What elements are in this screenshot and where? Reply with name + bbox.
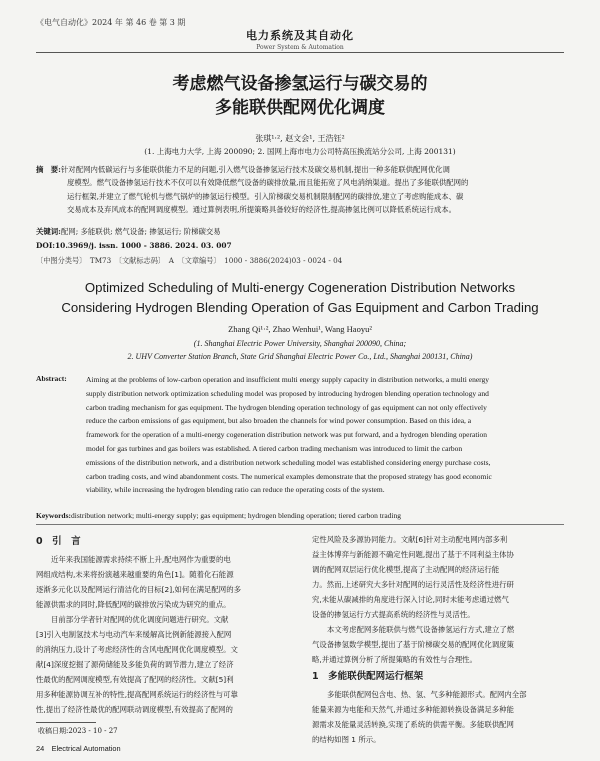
doi: DOI:10.3969/j. issn. 1000 - 3886. 2024. 03. 007 <box>36 241 232 250</box>
received-date: 收稿日期:2023 - 10 - 27 <box>38 727 118 735</box>
abstract-en-line: framework for the operation of a multi-energy cogeneration distribution network was put forward, and a hydrogen blending operation <box>86 430 487 440</box>
abstract-cn-label: 摘 要: <box>36 165 61 174</box>
body-column-left <box>36 532 288 717</box>
affiliation-cn: (1. 上海电力大学, 上海 200090; 2. 国网上海市电力公司特高压换流站分公司, 上海 200131) <box>144 147 456 156</box>
abstract-en-line: viability, while increasing the hydrogen blending ratio can reduce the operating costs of the system. <box>86 485 385 495</box>
keywords-rule <box>36 524 564 525</box>
paper-title-en <box>0 278 600 318</box>
body-line: 力。然而,上述研究大多针对配网的运行灵活性及经济性进行研 <box>312 580 514 589</box>
footnote-rule <box>36 722 96 723</box>
section-title-en: Power System & Automation <box>256 44 344 51</box>
abstract-en-line: Aiming at the problems of low-carbon operation and insufficient multi energy supply capacity in distribution networks, a multi energy <box>86 375 490 384</box>
body-line: 网组成结构,未来将扮演越来越重要的角色[1]。随着化石能源 <box>36 570 234 579</box>
body-line: 的消纳压力,设计了考虑经济性的含风电配网优化调度模型。文 <box>36 645 238 654</box>
authors-cn: 张琪¹·², 赵文会¹, 王浩钰² <box>255 134 345 143</box>
body-line: 气设备掺氢数学模型,提出了基于阶梯碳交易的配网优化调度策 <box>312 640 514 649</box>
keywords-en <box>36 511 564 520</box>
title-cn-line-2: 多能联供配网优化调度 <box>215 98 385 118</box>
body-line: 用多种能源协调互补的特性,提高配网系统运行的经济性与可靠 <box>36 690 238 699</box>
abstract-en <box>86 373 564 497</box>
body-line: [3]引入电制氢技术与电动汽车来缓解高比例新能源接入配网 <box>36 630 232 639</box>
abstract-en-line: carbon trading costs, and wind abandonment costs. The numerical examples demonstrate that the proposed strategy has good economic <box>86 471 492 481</box>
section-0-title: 0 引 言 <box>36 536 81 547</box>
abstract-cn-line-3: 运行框架,并建立了燃气轮机与燃气锅炉的掺氢运行模型。引入阶梯碳交易机制限制配网的碳排放,建立了考虑购能成本、碳 <box>67 191 464 201</box>
body-line: 性最优的配网调度模型,有效提高了配网的经济性。文献[5]利 <box>36 675 234 684</box>
body-line: 多能联供配网包含电、热、氢、气多种能源形式。配网内全部 <box>327 690 527 699</box>
keywords-cn-label: 关键词: <box>36 227 61 236</box>
body-line: 能量来源为电能和天然气,并通过多种能源转换设备满足多种能 <box>312 705 514 714</box>
abstract-en-line: carbon trading mechanism for gas equipment. The hydrogen blending operation technology of gas equipment can not only effectively <box>86 402 487 412</box>
keywords-cn-text: 配网; 多能联供; 燃气设备; 掺氢运行; 阶梯碳交易 <box>60 227 221 236</box>
affiliation-en-1: (1. Shanghai Electric Power University, Shanghai 200090, China; <box>193 339 407 348</box>
abstract-cn-line-2: 度模型。燃气设备掺氢运行技术不仅可以有效降低燃气设备的碳排放量,而且能拓宽了风电消纳渠道。提出了多能联供配网的 <box>67 178 469 188</box>
title-en-line-2: Considering Hydrogen Blending Operation of Gas Equipment and Carbon Trading <box>61 300 539 315</box>
keywords-cn <box>36 226 564 237</box>
body-line: 源需求及能量灵活转换,实现了系统的供需平衡。多能联供配网 <box>312 720 514 729</box>
section-1-title: 1 多能联供配网运行框架 <box>312 671 424 682</box>
abstract-cn-line-4: 交易成本及弃风成本的配网调度模型。通过算例表明,所提策略具备较好的经济性,提高掺氢比例可以降低系统运行成本。 <box>67 204 457 214</box>
section-header <box>0 27 600 51</box>
abstract-en-label: Abstract: <box>36 374 67 383</box>
body-line: 逐渐多元化以及配网运行清洁化的目标[2],如何在满足配网的多 <box>36 585 241 594</box>
header-rule <box>36 52 564 53</box>
title-cn-line-1: 考虑燃气设备掺氢运行与碳交易的 <box>172 74 428 94</box>
body-line: 究,未能从碳减排的角度进行深入讨论,同时未能考虑通过燃气 <box>312 595 509 604</box>
page-footer: 24 Electrical Automation <box>36 744 121 753</box>
body-column-right <box>312 532 564 747</box>
body-line: 调的配网双层运行优化模型,提高了主动配网的经济运行能 <box>312 565 500 574</box>
abstract-cn-line-1: 摘 要:针对配网内低碳运行与多能联供能力不足的问题,引入燃气设备掺氢运行技术及碳交易机制,提出一种多能联供配网优化调 <box>36 165 450 174</box>
abstract-en-line: model for gas turbines and gas boilers was established. A tiered carbon trading mechanism was introduced to limit the carbon <box>86 443 463 453</box>
authors-en: Zhang Qi¹·², Zhao Wenhui¹, Wang Haoyu² <box>228 324 372 334</box>
body-line: 的结构如图 1 所示。 <box>312 735 381 744</box>
abstract-en-line: emissions of the distribution network, and a distribution network scheduling model was established considering energy purchase costs, <box>86 457 491 467</box>
abstract-en-line: reduce the carbon emissions of gas equipment, but also broaden the channels for wind power consumption. Based on this idea, a <box>86 416 472 426</box>
keywords-en-label: Keywords: <box>36 511 71 520</box>
body-line: 能源供需求的同时,降低配网的碳排放污染成为研究的重点。 <box>36 600 231 609</box>
body-line: 目前部分学者针对配网的优化调度问题进行研究。文献 <box>51 615 229 624</box>
body-line: 定性风险及多源协同能力。文献[6]针对主动配电网内部多利 <box>312 535 508 544</box>
abstract-cn <box>36 163 564 216</box>
keywords-en-text: distribution network; multi-energy supply; gas equipment; hydrogen blending operation; tiered carbon trading <box>71 511 401 520</box>
body-line: 本文考虑配网多能联供与燃气设备掺氢运行方式,建立了燃 <box>327 625 515 634</box>
abstract-en-line: supply distribution network optimization scheduling model was proposed by introducing hydrogen blending operation technology and <box>86 388 489 398</box>
classification-line: 〔中图分类号〕 TM73 〔文献标志码〕 A 〔文章编号〕 1000 - 3886(2024)03 - 0024 - 04 <box>36 256 343 265</box>
body-line: 献[4]深度挖掘了源荷储能及多能负荷的调节潜力,建立了经济 <box>36 660 234 669</box>
title-en-line-1: Optimized Scheduling of Multi-energy Cogeneration Distribution Networks <box>84 280 516 295</box>
body-line: 益主体博弈与新能源不确定性问题,提出了基于不同利益主体协 <box>312 550 514 559</box>
section-title-cn: 电力系统及其自动化 <box>246 29 354 42</box>
body-line: 设备的掺氢运行方式提高系统的经济性与灵活性。 <box>312 610 475 619</box>
body-line: 近年来我国能源需求持续不断上升,配电网作为重要的电 <box>51 555 231 564</box>
paper-title-cn <box>0 72 600 120</box>
affiliation-en-2: 2. UHV Converter Station Branch, State Grid Shanghai Electric Power Co., Ltd., Shanghai 200131, China) <box>127 352 473 361</box>
body-line: 略,并通过算例分析了所提策略的有效性与合理性。 <box>312 655 477 664</box>
journal-issue: 《电气自动化》2024 年 第 46 卷 第 3 期 <box>36 18 186 27</box>
body-line: 性,提出了经济性最优的配网联动调度模型,有效提高了配网的 <box>36 705 233 714</box>
